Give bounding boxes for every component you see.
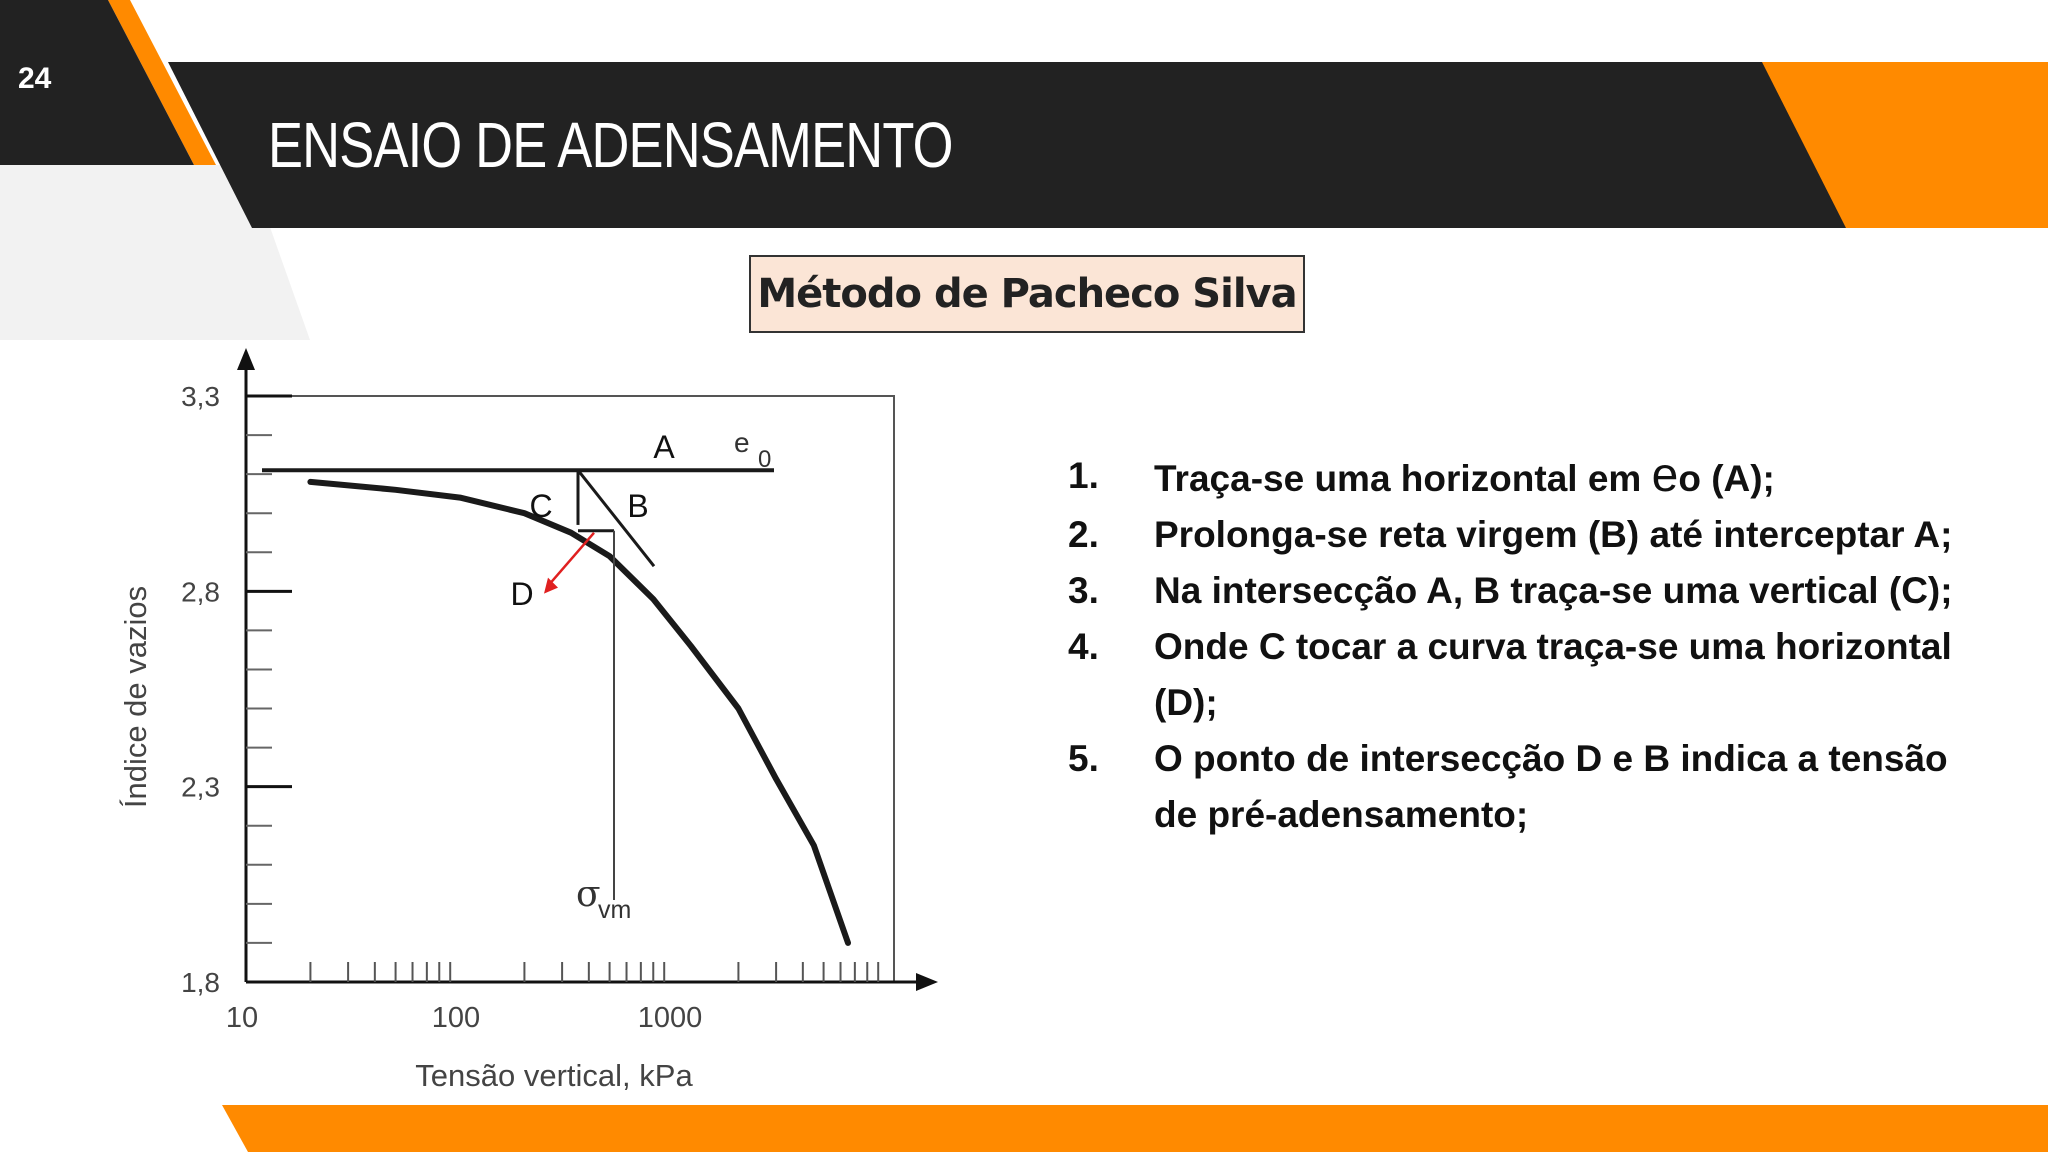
y-tick-label: 3,3	[181, 381, 220, 412]
step-text-big: e	[1651, 449, 1679, 502]
step-3	[1068, 563, 1968, 619]
e0-label: e	[734, 427, 750, 459]
step-text-pre: Traça-se uma horizontal em	[1154, 458, 1652, 499]
step-4	[1068, 619, 1968, 731]
bottom-orange-bar	[222, 1105, 2048, 1152]
step-number: 5.	[1068, 738, 1099, 779]
annotation-a: A	[653, 429, 675, 465]
step-number: 3.	[1068, 570, 1099, 611]
y-tick-label: 2,3	[181, 771, 220, 803]
red-arrow-line	[550, 533, 594, 584]
x-axis-arrow	[916, 973, 938, 991]
annotation-b: B	[627, 488, 649, 524]
red-arrow-head	[544, 578, 558, 594]
step-2	[1068, 507, 1968, 563]
y-tick-label: 1,8	[181, 967, 220, 998]
step-text-post: o (A);	[1678, 458, 1775, 499]
steps-list	[1068, 448, 1968, 843]
step-text: Onde C tocar a curva traça-se uma horizontal (D);	[1154, 626, 1952, 723]
step-text: Prolonga-se reta virgem (B) até interceptar A;	[1154, 514, 1953, 555]
y-tick-label: 2,8	[181, 576, 220, 608]
compression-chart	[94, 340, 960, 1103]
y-axis-arrow	[237, 348, 255, 370]
step-text: Na intersecção A, B traça-se uma vertical (C);	[1154, 570, 1953, 611]
step-5	[1068, 731, 1968, 843]
step-text: O ponto de intersecção D e B indica a tensão de pré-adensamento;	[1154, 738, 1948, 835]
step-number: 2.	[1068, 514, 1099, 555]
x-axis-label: Tensão vertical, kPa	[415, 1058, 693, 1093]
y-axis-label: Índice de vazios	[118, 585, 153, 809]
step-number: 1.	[1068, 455, 1099, 496]
step-number: 4.	[1068, 626, 1099, 667]
step-text	[1154, 448, 1968, 507]
annotation-d: D	[510, 576, 534, 612]
step-1	[1068, 448, 1968, 507]
slide-title: ENSAIO DE ADENSAMENTO	[268, 109, 953, 181]
annotation-c: C	[529, 488, 553, 524]
sigma-vm-symbol: σ	[576, 874, 601, 915]
method-box-label: Método de Pacheco Silva	[757, 271, 1297, 317]
x-tick-label: 10	[225, 1002, 259, 1034]
slide-number: 24	[18, 62, 52, 95]
chart-panel	[94, 340, 960, 1103]
sigma-vm-subscript: vm	[598, 896, 632, 924]
e0-subscript: 0	[758, 446, 772, 474]
x-tick-label: 100	[431, 1002, 481, 1034]
method-box	[749, 255, 1305, 333]
x-tick-label: 1000	[637, 1002, 703, 1034]
